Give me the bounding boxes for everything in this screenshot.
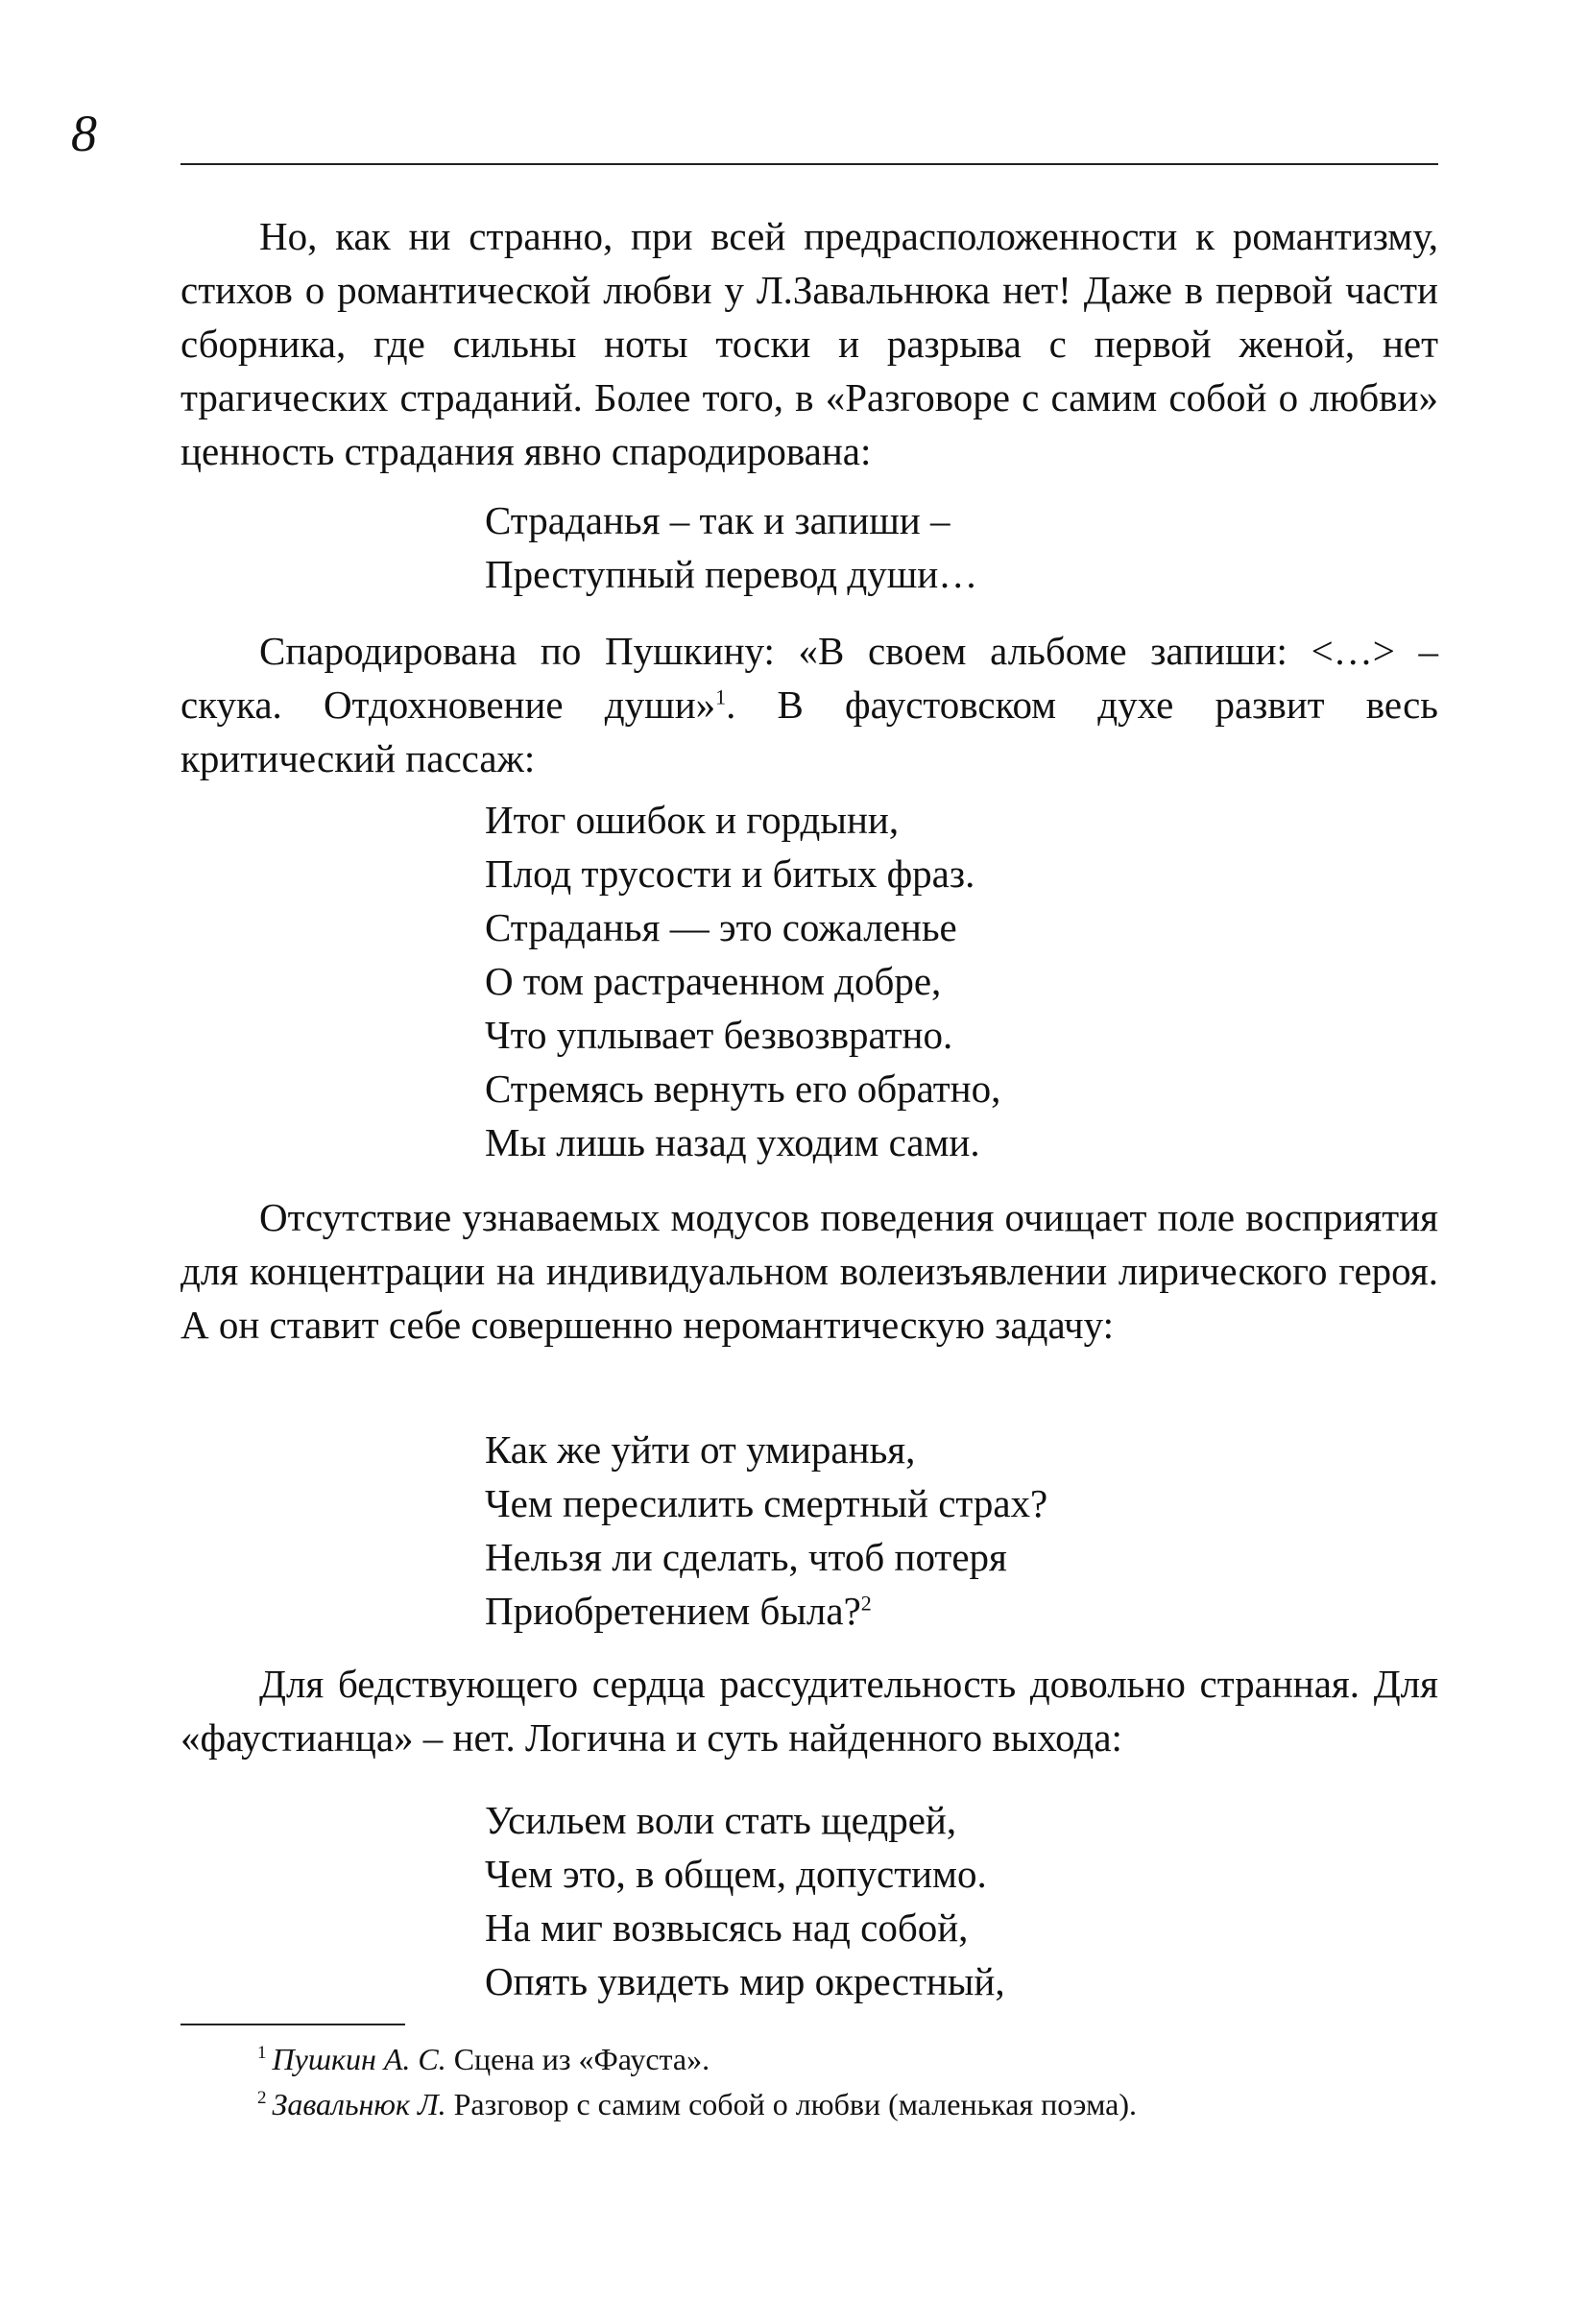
- paragraph-3-block: [180, 1190, 1438, 1352]
- page-number: 8: [71, 105, 97, 162]
- verse-3: [485, 1423, 1047, 1638]
- paragraph-text: . В фаустовском духе развит весь критический пассаж:: [180, 683, 1438, 780]
- verse-line: [485, 1584, 1047, 1638]
- verse-line: Преступный перевод души…: [485, 552, 978, 596]
- paragraph-2-block: [180, 624, 1438, 785]
- verse-1: [485, 493, 977, 601]
- verse-text: Приобретением была?: [485, 1589, 861, 1633]
- verse-line: Что уплывает безвозвратно.: [485, 1013, 953, 1057]
- verse-2: [485, 793, 1000, 1169]
- verse-line: Чем пересилить смертный страх?: [485, 1481, 1048, 1525]
- verse-line: Чем это, в общем, допустимо.: [485, 1852, 987, 1896]
- verse-line: Мы лишь назад уходим сами.: [485, 1120, 980, 1164]
- verse-line: Страданья – так и запиши –: [485, 498, 950, 542]
- verse-line: Нельзя ли сделать, чтоб потеря: [485, 1535, 1007, 1579]
- verse-line: Опять увидеть мир окрестный,: [485, 1959, 1005, 2003]
- footnote-text: Разговор с самим собой о любви (маленькая поэма).: [445, 2087, 1137, 2121]
- verse-line: Итог ошибок и гордыни,: [485, 798, 900, 842]
- header-rule: [180, 163, 1438, 165]
- verse-line: Стремясь вернуть его обратно,: [485, 1066, 1001, 1111]
- footnote-ref: 2: [860, 1591, 872, 1616]
- footnote-author: Завальнюк Л.: [272, 2087, 446, 2121]
- verse-4: [485, 1793, 1005, 2008]
- paragraph: Отсутствие узнаваемых модусов поведения очищает поле восприятия для концентрации на индивидуальном волеизъявлении лирического героя. А он ставит себе совершенно неромантическую задачу:: [180, 1195, 1438, 1347]
- footnote-mark: 1: [257, 2043, 267, 2064]
- footnote-ref: 1: [715, 684, 727, 709]
- verse-line: О том растраченном добре,: [485, 959, 942, 1003]
- paragraph: Но, как ни странно, при всей предрасположенности к романтизму, стихов о романтической любви у Л.Завальнюка нет! Даже в первой части сборника, где сильны ноты тоски и разрыва с первой женой, нет трагических страданий. Более того, в «Разговоре с самим собой о любви» ценность страдания явно спародирована:: [180, 214, 1438, 473]
- footnote-author: Пушкин А. С.: [272, 2042, 446, 2076]
- footnote-rule: [180, 2024, 405, 2025]
- footnote-mark: 2: [257, 2088, 267, 2109]
- paragraph-1-block: [180, 209, 1438, 478]
- footnote-2: [257, 2082, 1137, 2127]
- footnote-text: Сцена из «Фауста».: [445, 2042, 710, 2076]
- paragraph-text: Спародирована по Пушкину: «В своем альбоме запиши: <…> – скука. Отдохновение души»: [180, 629, 1438, 727]
- verse-line: Плод трусости и битых фраз.: [485, 851, 975, 896]
- paragraph-4-block: [180, 1657, 1438, 1764]
- verse-line: Как же уйти от умиранья,: [485, 1427, 916, 1472]
- footnote-1: [257, 2037, 1137, 2082]
- footnotes: [257, 2037, 1137, 2127]
- paragraph: Для бедствующего сердца рассудительность довольно странная. Для «фаустианца» – нет. Логична и суть найденного выхода:: [180, 1662, 1438, 1760]
- verse-line: Страданья — это сожаленье: [485, 905, 957, 949]
- paragraph: [180, 624, 1438, 785]
- verse-line: На миг возвысясь над собой,: [485, 1905, 969, 1950]
- verse-line: Усильем воли стать щедрей,: [485, 1798, 957, 1842]
